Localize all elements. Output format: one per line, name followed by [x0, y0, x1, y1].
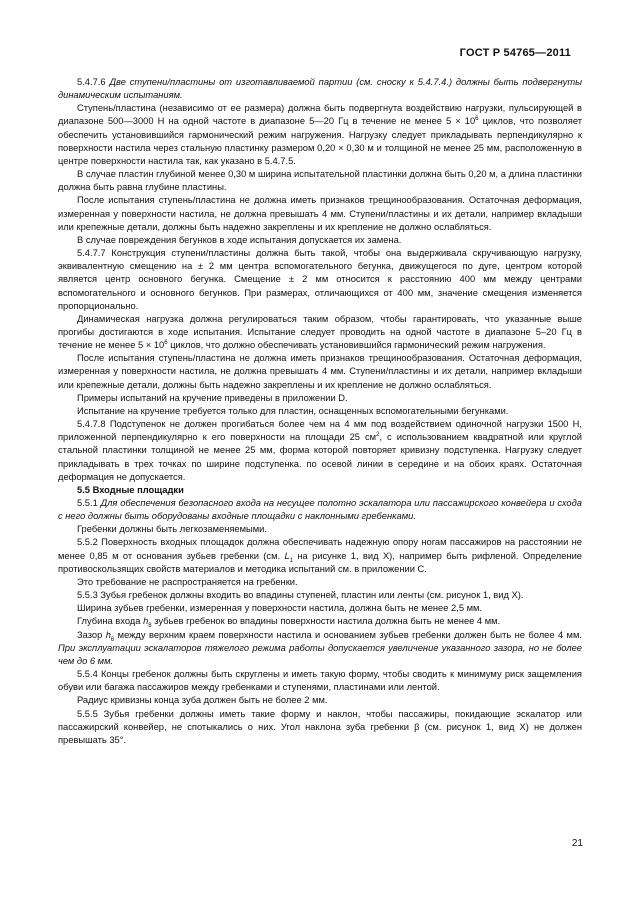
text-run: Это требование не распространяется на гребенки. — [77, 576, 298, 587]
paragraph — [58, 405, 582, 418]
paragraph — [58, 523, 582, 536]
text-run: 5.5.4 Концы гребенок должны быть скруглены и иметь такую форму, чтобы сводить к минимуму риск защемления обуви или багажа пассажиров между гребенками и ступенями, пластинами или лентой. — [58, 669, 582, 693]
paragraph — [58, 668, 582, 694]
text-run: Ступень/пластина (независимо от ее размера) должна быть подвергнута воздействию нагрузки, пульсирующей в диапазоне 500—3000 Н на одной частоте в диапазоне 5—20 Гц в течение не менее 5 × 10 — [58, 103, 582, 127]
text-run: Ширина зубьев гребенки, измеренная у поверхности настила, должна быть не менее 2,5 мм. — [77, 603, 483, 614]
text-run: на рисунке 1, вид Х), например быть рифленой. Определение противоскользящих свойств материалов и методика испытаний см. в приложении С. — [58, 550, 582, 574]
text-run: 5.5.5 Зубья гребенки должны иметь такие форму и наклон, чтобы пассажиры, покидающие эскалатор или пассажирский конвейер, не спотыкались о них. Угол наклона зуба гребенки β (см. рисунок 1, вид Х) не должен превышать 35°. — [58, 708, 582, 745]
text-run: 6 — [110, 636, 115, 643]
section-heading — [58, 484, 582, 497]
paragraph — [58, 708, 582, 747]
text-run: циклов, что должно обеспечивать установившийся гармонический режим нагружения. — [167, 340, 546, 351]
text-run: Гребенки должны быть легкозаменяемыми. — [77, 524, 267, 535]
text-run: Радиус кривизны конца зуба должен быть не более 2 мм. — [77, 695, 328, 706]
text-run: зубьев гребенок во впадины поверхности настила должна быть не менее 4 мм. — [151, 616, 501, 627]
text-run: между верхним краем поверхности настила и основанием зубьев гребенки должен быть не более 4 мм. — [114, 629, 582, 640]
paragraph — [58, 234, 582, 247]
text-run: 5.5.1 — [77, 498, 101, 508]
text-run: 5.5.2 Поверхность входных площадок должна обеспечивать надежную опору ногам пассажиров на расстоянии не менее 0,85 м от основания зубьев гребенки (см. — [58, 537, 582, 561]
text-run: 5.4.7.8 Подступенок не должен прогибаться более чем на 4 мм под воздействием одиночной нагрузки 1500 Н, приложенной перпендикулярно к его поверхности на площади 25 см — [58, 419, 582, 443]
text-run: 5.4.7.6 — [77, 77, 110, 87]
text-run: 1 — [289, 557, 293, 564]
text-run: Для обеспечения безопасного входа на несущее полотно эскалатора или пассажирского конвейера и схода с него должны быть оборудованы входные площадки с наклонными гребенками. — [58, 498, 582, 522]
paragraph — [58, 194, 582, 233]
text-run: h — [143, 616, 149, 627]
text-run: 2 — [376, 432, 380, 439]
text-run: 6 — [164, 340, 168, 347]
paragraph — [58, 589, 582, 602]
text-run: Динамическая нагрузка должна регулироваться таким образом, чтобы гарантировать, что указанные выше прогибы достигаются в ходе испытания. Испытание следует проводить на одной частоте в диапазоне 5–20 Гц в течение не менее 5 × 10 — [58, 313, 582, 351]
paragraph — [58, 602, 582, 615]
paragraph — [58, 392, 582, 405]
document-body — [58, 76, 582, 747]
paragraph — [58, 247, 582, 313]
document-header: ГОСТ Р 54765—2011 — [459, 47, 571, 59]
text-run: В случае повреждения бегунков в ходе испытания допускается их замена. — [77, 234, 402, 245]
paragraph — [58, 168, 582, 194]
text-run: 5.5.3 Зубья гребенок должны входить во впадины ступеней, пластин или ленты (см. рисунок 1, вид Х). — [77, 590, 524, 601]
text-run: 6 — [475, 116, 479, 123]
paragraph — [58, 313, 582, 352]
text-run: После испытания ступень/пластина не должна иметь признаков трещинообразования. Остаточная деформация, измеренная у поверхности настила, не должна превышать 4 мм. Ступени/пластины и их детали, например вкладыши или крепежные детали, должны быть надежно закреплены и их крепление не должно ослабляться. — [58, 353, 582, 390]
paragraph — [58, 576, 582, 589]
text-run: L — [284, 550, 290, 561]
page-number: 21 — [571, 838, 583, 849]
text-run: После испытания ступень/пластина не должна иметь признаков трещинообразования. Остаточная деформация, измеренная у поверхности настила, не должна превышать 4 мм. Ступени/пластины и их детали, например вкладыши или крепежные детали, должны быть надежно закреплены и их крепление не должно ослабляться. — [58, 195, 582, 232]
text-run: 5.4.7.7 Конструкция ступени/пластины должна быть такой, чтобы она выдерживала скручивающую нагрузку, эквивалентную смещению на ± 2 мм центра вспомогательного бегунка, движущегося по дуге, центром которой является центр основного бегунка. Смещение ± 2 мм относится к расстоянию 400 мм между центрами вспомогательного и основного бегунков. При размерах, отличающихся от 400 мм, значение смещения изменяется пропорционально. — [58, 248, 582, 311]
text-run: В случае пластин глубиной менее 0,30 м ширина испытательной пластинки должна быть 0,20 м, а длина пластинки должна быть равна глубине пластины. — [58, 169, 582, 193]
text-run: h — [105, 629, 111, 640]
paragraph — [58, 536, 582, 575]
text-run: При эксплуатации эскалаторов тяжелого режима работы допускается увеличение указанного зазора, но не более чем до 6 мм. — [58, 642, 582, 666]
text-run: Две ступени/пластины от изготавливаемой партии (см. сноску к 5.4.7.4.) должны быть подвергнуты динамическим испытаниям. — [58, 77, 582, 101]
text-run: Испытание на кручение требуется только для пластин, оснащенных вспомогательными бегунками. — [77, 405, 509, 416]
text-run: циклов, что позволяет обеспечить установившийся гармонический режим нагружения. Нагрузку следует прикладывать перпендикулярно к поверхности настила через стальную пластинку размером 0,20 × 0,30 м и толщиной не менее 25 мм, расположенную в центре поверхности настила так, как указано в 5.4.7.5. — [58, 116, 582, 166]
text-run: 8 — [148, 623, 152, 630]
paragraph — [58, 418, 582, 484]
text-run: , с использованием квадратной или круглой стальной пластинки толщиной не менее 25 мм, форма которой повторяет кривизну подступенка. Нагрузку следует прикладывать в трех точках по ширине подступенка. по осевой линии в середине и на обоих краях. Остаточная деформация не допускается. — [58, 432, 582, 482]
paragraph — [58, 102, 582, 168]
text-run: Примеры испытаний на кручение приведены в приложении D. — [77, 392, 348, 403]
text-run: 5.5 Входные площадки — [77, 484, 184, 495]
paragraph — [58, 76, 582, 102]
paragraph — [58, 694, 582, 707]
text-run: Глубина входа — [77, 616, 144, 627]
paragraph — [58, 497, 582, 523]
paragraph — [58, 615, 582, 628]
text-run: Зазор — [77, 629, 106, 640]
paragraph — [58, 352, 582, 391]
paragraph — [58, 629, 582, 668]
